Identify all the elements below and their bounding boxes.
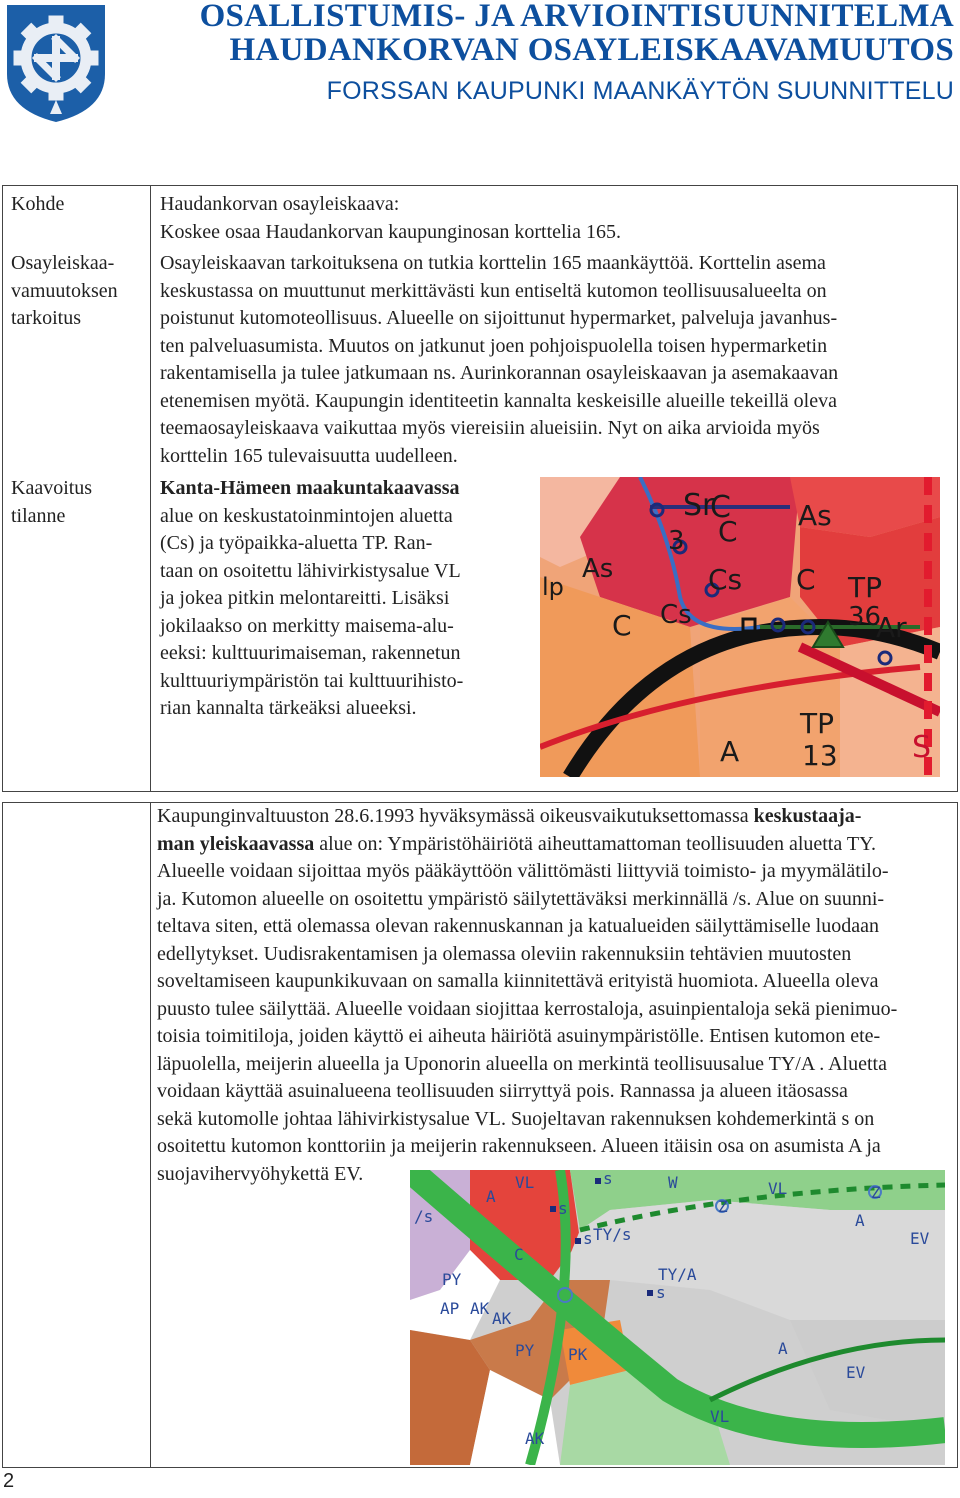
svg-text:A: A	[720, 735, 740, 768]
maakunta-text: Kanta-Hämeen maakuntakaavassa alue on keskustatoinmintojen aluetta (Cs) ja työpaikka-aluetta TP. Ran- taan on osoitettu lähivirkistysalue VL ja jokea pitkin melontareitti. Lisäksi jokilaakso on merkitty maisema-alu- eeksi: kulttuurimaiseman, rakennetun kulttuuriympäristön tai kulttuurihisto- rian kannalta tärkeäksi alueeksi.	[160, 477, 464, 719]
kohde-text: Haudankorvan osayleiskaava: Koskee osaa Haudankorvan kaupunginosan korttelia 165.	[160, 193, 621, 243]
svg-text:lp: lp	[542, 573, 564, 601]
svg-text:EV: EV	[910, 1229, 930, 1248]
column-divider-lower	[150, 802, 151, 1468]
svg-text:AK: AK	[525, 1429, 545, 1448]
page-number: 2	[3, 1470, 15, 1492]
label-kohde: Kohde	[11, 193, 65, 215]
svg-text:TP: TP	[800, 707, 834, 740]
label-tarkoitus: Osayleiskaa- vamuutoksen tarkoitus	[11, 252, 118, 329]
svg-text:s: s	[603, 1170, 613, 1188]
svg-text:3: 3	[668, 526, 685, 556]
svg-text:As: As	[582, 554, 614, 584]
svg-text:TY/A: TY/A	[658, 1265, 697, 1284]
svg-text:Sr: Sr	[683, 488, 715, 523]
svg-text:TP: TP	[848, 571, 882, 604]
svg-text:/s: /s	[414, 1207, 434, 1226]
svg-text:TY/s: TY/s	[593, 1225, 632, 1244]
svg-text:13: 13	[802, 739, 838, 772]
svg-text:VL: VL	[768, 1179, 788, 1198]
svg-text:A: A	[778, 1339, 788, 1358]
maakuntakaava-map	[540, 477, 940, 777]
svg-text:AK: AK	[470, 1299, 490, 1318]
yleiskaava-map	[410, 1170, 945, 1465]
label-kaavoitus: Kaavoitus tilanne	[11, 477, 93, 527]
svg-text:C: C	[612, 609, 632, 642]
svg-text:S: S	[912, 730, 932, 765]
svg-text:s: s	[558, 1199, 568, 1218]
svg-text:C: C	[796, 563, 816, 596]
title-line-2: HAUDANKORVAN OSAYLEISKAAVAMUUTOS	[229, 32, 954, 68]
svg-text:PY: PY	[515, 1341, 535, 1360]
svg-text:C: C	[710, 490, 731, 525]
maakunta-heading: Kanta-Hämeen maakuntakaavassa	[160, 477, 460, 499]
svg-text:C: C	[514, 1245, 524, 1264]
column-divider-upper	[150, 185, 151, 792]
svg-text:AK: AK	[492, 1309, 512, 1328]
svg-text:s: s	[656, 1283, 666, 1302]
svg-text:EV: EV	[846, 1363, 866, 1382]
svg-text:s: s	[583, 1229, 593, 1248]
svg-text:VL: VL	[515, 1173, 535, 1192]
svg-text:A: A	[486, 1187, 496, 1206]
svg-text:As: As	[798, 499, 832, 532]
svg-text:PK: PK	[568, 1345, 588, 1364]
svg-text:W: W	[668, 1173, 678, 1192]
tarkoitus-text: Osayleiskaavan tarkoituksena on tutkia korttelin 165 maankäyttöä. Korttelin asema keskustassa on muuttunut merkittävästi kun entiseltä kutomon teollisuusalueelta on poistunut kutomoteollisuus. Alueelle on sijoittunut hypermarket, palveluja javanhus- ten palveluasumista. Muutos on jatkunut joen pohjoispuolella toisen hypermarketin rakentamisella ja tulee jatkumaan ns. Aurinkorannan osayleiskaavan ja asemakaavan etenemisen myötä. Kaupungin identiteetin kannalta keskeisille alueille tekeillä oleva teemaosayleiskaava vaikuttaa myös viereisiin alueisiin. Nyt on aika arvioida myös korttelin 165 tulevaisuutta uudelleen.	[160, 252, 839, 467]
svg-text:36: 36	[848, 602, 882, 632]
svg-text:Cs: Cs	[708, 563, 743, 596]
title-line-1: OSALLISTUMIS- JA ARVIOINTISUUNNITELMA	[199, 0, 954, 34]
yleiskaava-text: Kaupunginvaltuuston 28.6.1993 hyväksymässä oikeusvaikutuksettomassa keskustaaja- man yleiskaavassa alue on: Ympäristöhäiriötä aiheuttamattoman teollisuuden aluetta TY. Alueelle voidaan sijoittaa myös pääkäyttöön välittömästi liittyviä toimisto- ja myymälätilo- ja. Kutomon alueelle on osoitettu ympäristö säilytettäväksi merkinnällä /s. Alue on suunni- teltava siten, että olemassa olevan rakennuskannan ja katualueiden säilyttämiselle luodaan edellytykset. Uudisrakentamisen ja olemassa oleviin rakennuksiin tehtävien muutosten soveltamiseen kaupunkikuvaan on samalla kiinnitettävä erityistä huomiota. Alueella oleva puusto tulee säilyttää. Alueelle voidaan siojittaa kerrostaloja, asuinpientaloja sekä pienimuo- toisia toimitiloja, joiden käyttö ei aiheuta häiriötä asuinympäristölle. Entisen kutomon ete- läpuolella, meijerin alueella ja Uponorin alueella on merkintä teollisuusalue TY/A . Aluetta voidaan käyttää asuinalueena teollisuuden siirryttyä pois. Rannassa ja alueen itäosassa sekä kutomolle johtaa lähivirkistysalue VL. Suojeltavan rakennuksen kohdemerkintä s on osoitettu kutomon konttoriin ja meijerin rakennukseen. Alueen itäisin osa on asumista A ja suojavihervyöhykettä EV.	[157, 805, 898, 1185]
svg-text:VL: VL	[710, 1407, 730, 1426]
subtitle: FORSSAN KAUPUNKI MAANKÄYTÖN SUUNNITTELU	[326, 77, 954, 105]
coat-of-arms-icon	[4, 2, 108, 124]
svg-text:A: A	[855, 1211, 865, 1230]
svg-text:Ar: Ar	[876, 611, 907, 644]
svg-text:Cs: Cs	[660, 600, 692, 630]
svg-text:Z: Z	[718, 1197, 728, 1216]
svg-text:AP: AP	[440, 1299, 460, 1318]
svg-text:PY: PY	[442, 1270, 462, 1289]
svg-text:Z: Z	[871, 1183, 881, 1202]
svg-text:C: C	[718, 515, 738, 548]
